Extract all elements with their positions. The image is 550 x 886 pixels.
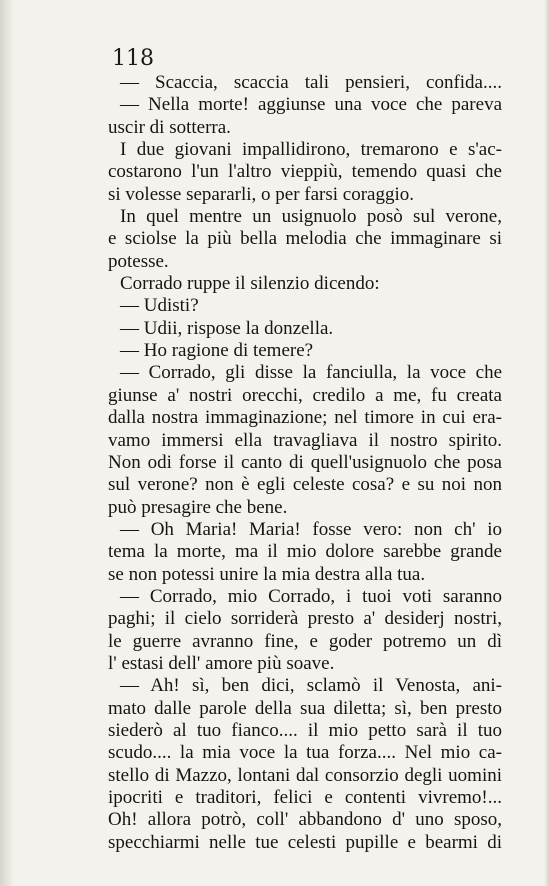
text-line: Corrado ruppe il silenzio dicendo:: [120, 273, 380, 295]
text-line: e sciolse la più bella melodia che immaginare si: [108, 228, 502, 250]
text-line: potesse.: [108, 250, 169, 272]
text-line: siederò al tuo fianco.... il mio petto sarà il tuo: [108, 719, 502, 741]
text-line: Non odi forse il canto di quell'usignuolo che posa: [108, 451, 502, 473]
text-line: — Ho ragione di temere?: [120, 340, 314, 362]
text-line: — Nella morte! aggiunse una voce che pareva: [120, 94, 502, 116]
text-line: se non potessi unire la mia destra alla tua.: [108, 563, 426, 585]
text-line: — Corrado, mio Corrado, i tuoi voti saranno: [120, 585, 502, 607]
text-line: Oh! allora potrò, coll' abbandono d' uno sposo,: [108, 809, 502, 831]
text-line: le guerre avranno fine, e goder potremo un dì: [108, 630, 502, 652]
text-line: giunse a' nostri orecchi, credilo a me, fu creata: [108, 384, 502, 406]
text-line: l' estasi dell' amore più soave.: [108, 652, 335, 674]
text-line: costarono l'un l'altro vieppiù, temendo quasi che: [108, 161, 502, 183]
text-line: In quel mentre un usignuolo posò sul verone,: [120, 206, 502, 228]
text-line: vamo immersi ella travagliava il nostro spirito.: [108, 429, 502, 451]
text-line: può presagire che bene.: [108, 496, 288, 518]
page-edge-shadow-left: [0, 0, 14, 886]
text-line: dalla nostra immaginazione; nel timore in cui era-: [108, 407, 502, 429]
page-number: 118: [112, 46, 154, 71]
text-line: scudo.... la mia voce la tua forza.... Nel mio ca-: [108, 742, 502, 764]
text-line: si volesse separarli, o per farsi coraggio.: [108, 183, 415, 205]
text-line: — Scaccia, scaccia tali pensieri, confida....: [120, 72, 502, 93]
text-line: specchiarmi nelle tue celesti pupille e bearmi di: [108, 831, 502, 853]
page-edge-shadow-right: [544, 0, 550, 886]
text-line: — Oh Maria! Maria! fosse vero: non ch' io: [120, 518, 502, 540]
body-text: [108, 72, 502, 854]
text-line: — Corrado, gli disse la fanciulla, la voce che: [120, 362, 502, 384]
text-line: paghi; il cielo sorriderà presto a' desiderj nostri,: [108, 608, 502, 630]
text-line: uscir di sotterra.: [108, 116, 231, 138]
text-line: — Udii, rispose la donzella.: [120, 317, 334, 339]
text-line: I due giovani impallidirono, tremarono e s'ac-: [120, 139, 502, 161]
text-line: mato dalle parole della sua diletta; sì, ben presto: [108, 697, 502, 719]
text-line: — Udisti?: [120, 295, 199, 317]
text-line: tema la morte, ma il mio dolore sarebbe grande: [108, 541, 502, 563]
text-line: sul verone? non è egli celeste cosa? e su noi non: [108, 474, 502, 496]
text-line: stello di Mazzo, lontani dal consorzio degli uomini: [108, 764, 502, 786]
text-line: — Ah! sì, ben dici, sclamò il Venosta, ani-: [120, 675, 502, 697]
text-line: ipocriti e traditori, felici e contenti vivremo!...: [108, 787, 502, 808]
